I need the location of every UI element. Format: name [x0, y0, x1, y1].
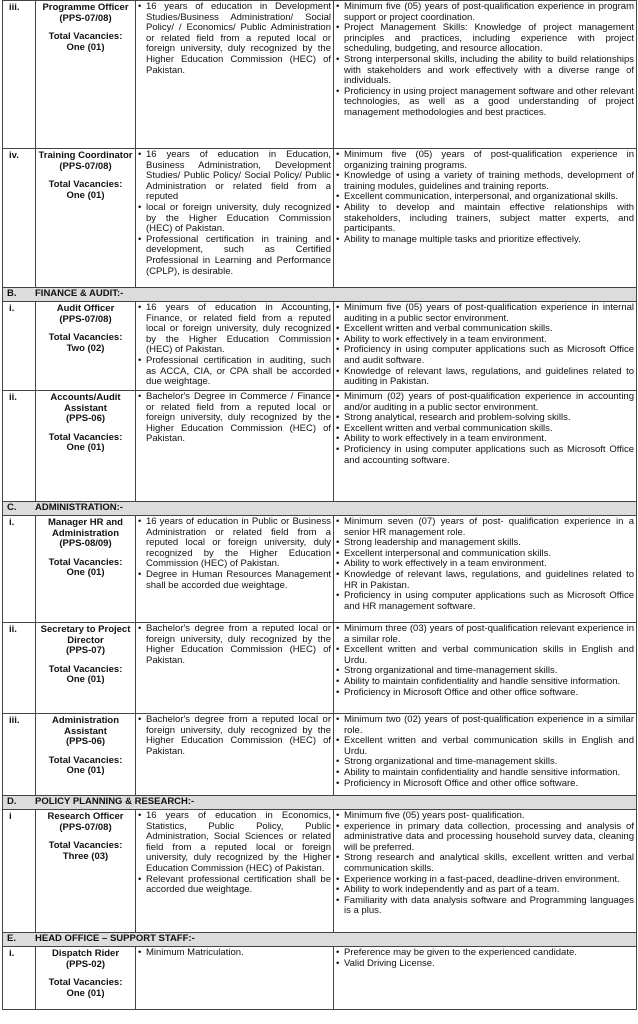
education-item: • Relevant professional certification shall be accorded due weightage. [138, 875, 331, 896]
row-number: i. [3, 947, 36, 1010]
experience-item: • Proficiency in using computer applications such as Microsoft Office and HR management software. [336, 591, 634, 612]
education-list [138, 303, 331, 388]
row-number: i. [3, 516, 36, 623]
vacancies-count: Three (03) [62, 850, 109, 862]
section-label: D. [7, 796, 17, 807]
experience-item: • Proficiency in using computer applications such as Microsoft Office and audit software. [336, 345, 634, 366]
experience-item: • Minimum seven (07) years of post- qualification experience in a senior HR management role. [336, 517, 634, 538]
pay-scale: (PPS-07/08) [59, 12, 112, 24]
education-item: • 16 years of education in Accounting, Finance, or related field from a reputed local or foreign university, duly recognized by the Higher Education Commission (HEC) of Pakistan. [138, 303, 331, 356]
experience-item: • Ability to maintain confidentiality and handle sensitive information. [336, 677, 634, 688]
experience-list [336, 811, 634, 917]
vacancy-row [3, 516, 637, 623]
vacancies-count: One (01) [66, 567, 105, 579]
education-cell [136, 810, 334, 933]
position-cell [36, 1, 136, 149]
vacancy-row [3, 623, 637, 714]
vacancy-table [2, 0, 637, 1010]
position-cell [36, 714, 136, 796]
education-item: • Bachelor's degree from a reputed local or foreign university, duly recognized by the Higher Education Commission (HEC) of Pakistan. [138, 624, 331, 666]
experience-item: • Proficiency in using computer applications such as Microsoft Office and accounting software. [336, 445, 634, 466]
education-item: • 16 years of education in Public or Business Administration or related field from a reputed local or foreign university, duly recognized by the Higher Education Commission (HEC) of Pakistan. [138, 517, 331, 570]
experience-list [336, 517, 634, 612]
position-title: Training Coordinator [38, 150, 133, 161]
position-title: Dispatch Rider [51, 948, 120, 959]
experience-cell [334, 1, 637, 149]
section-header-cell [3, 933, 637, 947]
experience-list [336, 948, 634, 969]
experience-item: • Ability to work independently and as part of a team. [336, 885, 634, 896]
position-title: Administration Assistant [51, 715, 120, 737]
experience-list [336, 392, 634, 466]
position-title: Secretary to Project Director [40, 624, 131, 646]
education-item: • Degree in Human Resources Management shall be accorded due weightage. [138, 570, 331, 591]
education-cell [136, 1, 334, 149]
experience-item: • Familiarity with data analysis software and Programming languages is a plus. [336, 896, 634, 917]
section-label: C. [7, 502, 17, 513]
vacancies-label: Total Vacancies: [48, 754, 123, 766]
section-header-cell [3, 796, 637, 810]
education-item: • 16 years of education in Development Studies/Business Administration/ Social Policy/ / Economics/ Public Administration or related field from a reputed local or foreign university, duly recognized by the Higher Education Commission (HEC) of Pakistan. [138, 2, 331, 76]
experience-cell [334, 623, 637, 714]
education-cell [136, 149, 334, 288]
position-cell [36, 302, 136, 391]
experience-list [336, 303, 634, 388]
section-label: B. [7, 288, 17, 299]
experience-cell [334, 149, 637, 288]
position-title: Accounts/Audit Assistant [50, 392, 121, 414]
vacancies-label: Total Vacancies: [48, 179, 123, 191]
position-title: Research Officer [47, 811, 124, 822]
section-header [3, 502, 637, 516]
education-item: • local or foreign university, duly recognized by the Higher Education Commission (HEC) of Pakistan. [138, 203, 331, 235]
pay-scale: (PPS-07) [65, 645, 106, 657]
experience-item: • Ability to work effectively in a team environment. [336, 434, 634, 445]
education-cell [136, 947, 334, 1010]
section-title: ADMINISTRATION:- [35, 502, 123, 513]
vacancies-label: Total Vacancies: [48, 31, 123, 43]
experience-item: • Strong organizational and time-management skills. [336, 666, 634, 677]
experience-cell [334, 391, 637, 502]
experience-cell [334, 810, 637, 933]
position-cell [36, 149, 136, 288]
vacancy-document [2, 0, 636, 1010]
experience-list [336, 150, 634, 245]
experience-item: • Knowledge of relevant laws, regulations, and guidelines related to auditing in Pakistan. [336, 367, 634, 388]
pay-scale: (PPS-06) [65, 413, 106, 425]
experience-item: • Excellent written and verbal communication skills in English and Urdu. [336, 645, 634, 666]
position-title: Manager HR and Administration [48, 517, 123, 539]
experience-cell [334, 947, 637, 1010]
section-header [3, 796, 637, 810]
experience-item: • Strong leadership and management skills. [336, 538, 634, 549]
experience-item: • Ability to develop and maintain effective relationships with stakeholders, including trainers, subject matter experts, and participants. [336, 203, 634, 235]
row-number: i. [3, 302, 36, 391]
row-number: ii. [3, 391, 36, 502]
experience-item: • Minimum five (05) years of post-qualification experience in program support or project coordination. [336, 2, 634, 23]
pay-scale: (PPS-08/09) [59, 538, 112, 550]
vacancies-label: Total Vacancies: [48, 332, 123, 344]
experience-item: • Ability to work effectively in a team environment. [336, 335, 634, 346]
experience-item: • Excellent written and verbal communication skills. [336, 324, 634, 335]
education-list [138, 517, 331, 591]
vacancies-count: One (01) [66, 189, 105, 201]
education-item: • Professional certification in auditing, such as ACCA, CIA, or CPA shall be accorded due weightage. [138, 356, 331, 388]
experience-item: • Minimum five (05) years post- qualification. [336, 811, 634, 822]
experience-item: • Preference may be given to the experienced candidate. [336, 948, 634, 959]
experience-cell [334, 516, 637, 623]
vacancies-count: One (01) [66, 674, 105, 686]
section-title: FINANCE & AUDIT:- [35, 288, 124, 299]
experience-item: • Excellent written and verbal communication skills. [336, 424, 634, 435]
vacancy-row [3, 391, 637, 502]
education-cell [136, 516, 334, 623]
experience-item: • Valid Driving License. [336, 959, 634, 970]
experience-item: • Excellent interpersonal and communication skills. [336, 549, 634, 560]
section-label: E. [7, 933, 16, 944]
row-number: iii. [3, 714, 36, 796]
section-header [3, 288, 637, 302]
pay-scale: (PPS-07/08) [59, 160, 112, 172]
vacancies-label: Total Vacancies: [48, 840, 123, 852]
vacancy-row [3, 810, 637, 933]
vacancy-row [3, 1, 637, 149]
vacancy-row [3, 149, 637, 288]
row-number: iv. [3, 149, 36, 288]
pay-scale: (PPS-06) [65, 736, 106, 748]
position-title: Programme Officer [42, 2, 129, 13]
position-cell [36, 947, 136, 1010]
education-cell [136, 623, 334, 714]
experience-item: • Knowledge of using a variety of training methods, development of training modules, guidelines and training reports. [336, 171, 634, 192]
education-list [138, 392, 331, 445]
experience-list [336, 715, 634, 789]
experience-list [336, 2, 634, 119]
experience-item: • Minimum three (03) years of post-qualification relevant experience in a similar role. [336, 624, 634, 645]
experience-item: • Proficiency in Microsoft Office and other office software. [336, 688, 634, 699]
vacancy-row [3, 714, 637, 796]
education-list [138, 811, 331, 896]
experience-item: • Minimum (02) years of post-qualification experience in accounting and/or auditing in a public sector environment. [336, 392, 634, 413]
vacancies-label: Total Vacancies: [48, 431, 123, 443]
pay-scale: (PPS-07/08) [59, 821, 112, 833]
experience-item: • Proficiency in using project management software and other relevant technologies, as well as a good understanding of project management methodologies and best practices. [336, 87, 634, 119]
experience-item: • Proficiency in Microsoft Office and other office software. [336, 779, 634, 790]
education-list [138, 715, 331, 757]
experience-item: • Minimum five (05) years of post-qualification experience in internal auditing in a public sector environment. [336, 303, 634, 324]
education-item: • Minimum Matriculation. [138, 948, 331, 959]
education-item: • Professional certification in training and development, such as Certified Professional in Learning and Performance (CPLP), is desirable. [138, 235, 331, 277]
position-cell [36, 391, 136, 502]
experience-item: • Strong analytical, research and problem-solving skills. [336, 413, 634, 424]
vacancies-count: One (01) [66, 442, 105, 454]
education-list [138, 624, 331, 666]
position-cell [36, 810, 136, 933]
section-title: HEAD OFFICE – SUPPORT STAFF:- [35, 933, 195, 944]
experience-item: • Ability to manage multiple tasks and prioritize effectively. [336, 235, 634, 246]
experience-item: • Knowledge of relevant laws, regulations, and guidelines related to HR in Pakistan. [336, 570, 634, 591]
vacancies-label: Total Vacancies: [48, 977, 123, 989]
education-item: • 16 years of education in Economics, Statistics, Public Policy, Public Administration, Social Sciences or related field from a reputed local or foreign university, duly recognized by the Higher Education Commission (HEC) of Pakistan. [138, 811, 331, 875]
section-header [3, 933, 637, 947]
education-cell [136, 714, 334, 796]
pay-scale: (PPS-07/08) [59, 313, 112, 325]
row-number: iii. [3, 1, 36, 149]
experience-cell [334, 302, 637, 391]
experience-item: • Minimum two (02) years of post-qualification experience in a similar role. [336, 715, 634, 736]
section-header-cell [3, 502, 637, 516]
education-cell [136, 391, 334, 502]
vacancies-count: One (01) [66, 987, 105, 999]
experience-item: • Strong research and analytical skills, excellent written and verbal communication skills. [336, 853, 634, 874]
experience-item: • Excellent written and verbal communication skills in English and Urdu. [336, 736, 634, 757]
row-number: i [3, 810, 36, 933]
vacancies-label: Total Vacancies: [48, 663, 123, 675]
section-header-cell [3, 288, 637, 302]
vacancies-count: One (01) [66, 41, 105, 53]
education-list [138, 2, 331, 76]
position-title: Audit Officer [56, 303, 115, 314]
vacancies-label: Total Vacancies: [48, 556, 123, 568]
pay-scale: (PPS-02) [65, 958, 106, 970]
experience-item: • Project Management Skills: Knowledge of project management principles and practices, including experience with project scheduling, budgeting, and resource allocation. [336, 23, 634, 55]
experience-item: • experience in primary data collection, processing and analysis of administrative data and processing household survey data, cleaning will be preferred. [336, 822, 634, 854]
education-item: • 16 years of education in Education, Business Administration, Development Studies/ Public Policy/ Social Policy/ Public Administration or related field from a reputed [138, 150, 331, 203]
experience-item: • Ability to work effectively in a team environment. [336, 559, 634, 570]
experience-item: • Strong organizational and time-management skills. [336, 757, 634, 768]
experience-list [336, 624, 634, 698]
position-cell [36, 516, 136, 623]
experience-item: • Experience working in a fast-paced, deadline-driven environment. [336, 875, 634, 886]
vacancies-count: One (01) [66, 765, 105, 777]
experience-cell [334, 714, 637, 796]
position-cell [36, 623, 136, 714]
education-cell [136, 302, 334, 391]
experience-item: • Ability to maintain confidentiality and handle sensitive information. [336, 768, 634, 779]
section-title: POLICY PLANNING & RESEARCH:- [35, 796, 195, 807]
row-number: ii. [3, 623, 36, 714]
education-item: • Bachelor's Degree in Commerce / Finance or related field from a reputed local or foreign university, duly recognized by the Higher Education Commission (HEC) of Pakistan. [138, 392, 331, 445]
education-list [138, 150, 331, 277]
experience-item: • Excellent communication, interpersonal, and organizational skills. [336, 192, 634, 203]
vacancies-count: Two (02) [66, 342, 105, 354]
vacancy-row [3, 947, 637, 1010]
experience-item: • Strong interpersonal skills, including the ability to build relationships with stakeholders and work effectively with a diverse range of individuals. [336, 55, 634, 87]
education-list [138, 948, 331, 959]
experience-item: • Minimum five (05) years of post-qualification experience in organizing training programs. [336, 150, 634, 171]
education-item: • Bachelor's degree from a reputed local or foreign university, duly recognized by the Higher Education Commission (HEC) of Pakistan. [138, 715, 331, 757]
vacancy-row [3, 302, 637, 391]
